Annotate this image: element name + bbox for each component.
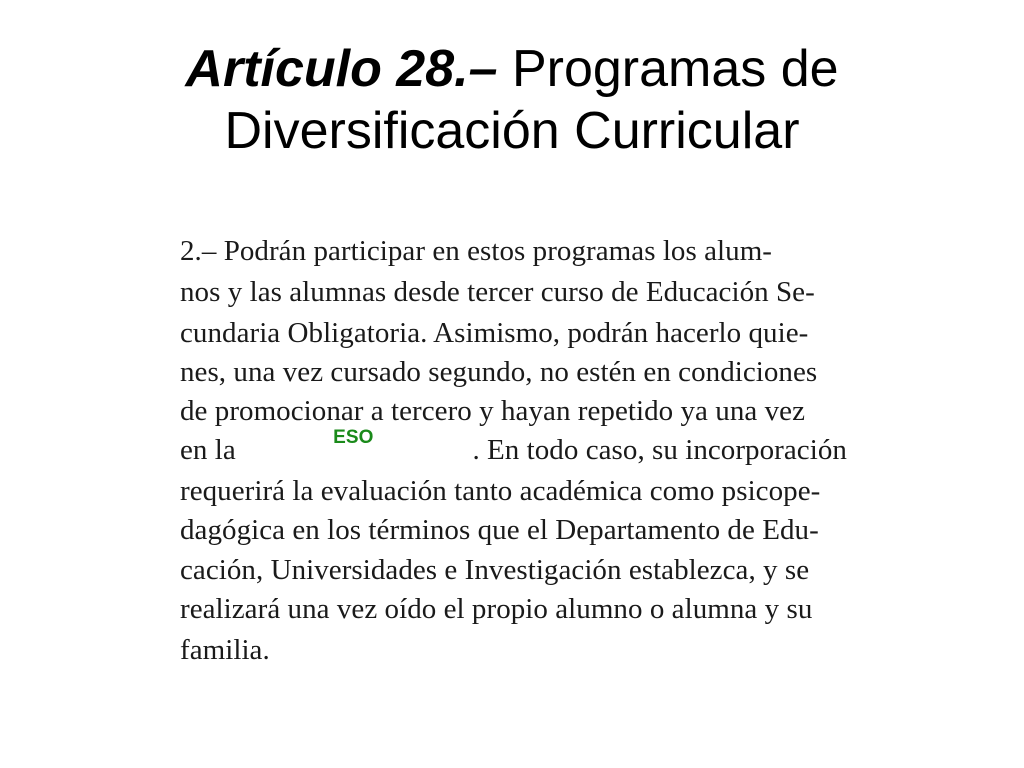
- title-line2: Diversificación Curricular: [224, 102, 800, 160]
- slide-title: [0, 38, 1024, 162]
- line6-end: . En todo caso, su incorporación: [472, 434, 847, 466]
- paragraph-line: nes, una vez cursado segundo, no estén en condiciones: [180, 356, 818, 388]
- line6-start: en la: [180, 434, 236, 466]
- paragraph-line: cundaria Obligatoria. Asimismo, podrán hacerlo quie-: [180, 317, 809, 349]
- title-article-number: Artículo 28.–: [185, 40, 498, 98]
- paragraph-line: 2.– Podrán participar en estos programas los alum-: [180, 235, 773, 267]
- redacted-gap: [243, 427, 465, 467]
- eso-annotation: ESO: [333, 427, 374, 449]
- scanned-paragraph: [162, 218, 852, 680]
- title-rest: Programas de: [511, 40, 839, 98]
- paragraph-line: realizará una vez oído el propio alumno o alumna y su: [180, 593, 813, 625]
- paragraph-line: dagógica en los términos que el Departamento de Edu-: [180, 514, 819, 546]
- paragraph-line: cación, Universidades e Investigación establezca, y se: [180, 554, 810, 586]
- paragraph-line-with-gap: [180, 427, 847, 469]
- paragraph-line: familia.: [180, 634, 270, 666]
- paragraph-line: requerirá la evaluación tanto académica como psicope-: [180, 475, 821, 507]
- paragraph-line: de promocionar a tercero y hayan repetido ya una vez: [180, 395, 805, 427]
- paragraph-line: nos y las alumnas desde tercer curso de Educación Se-: [180, 276, 815, 308]
